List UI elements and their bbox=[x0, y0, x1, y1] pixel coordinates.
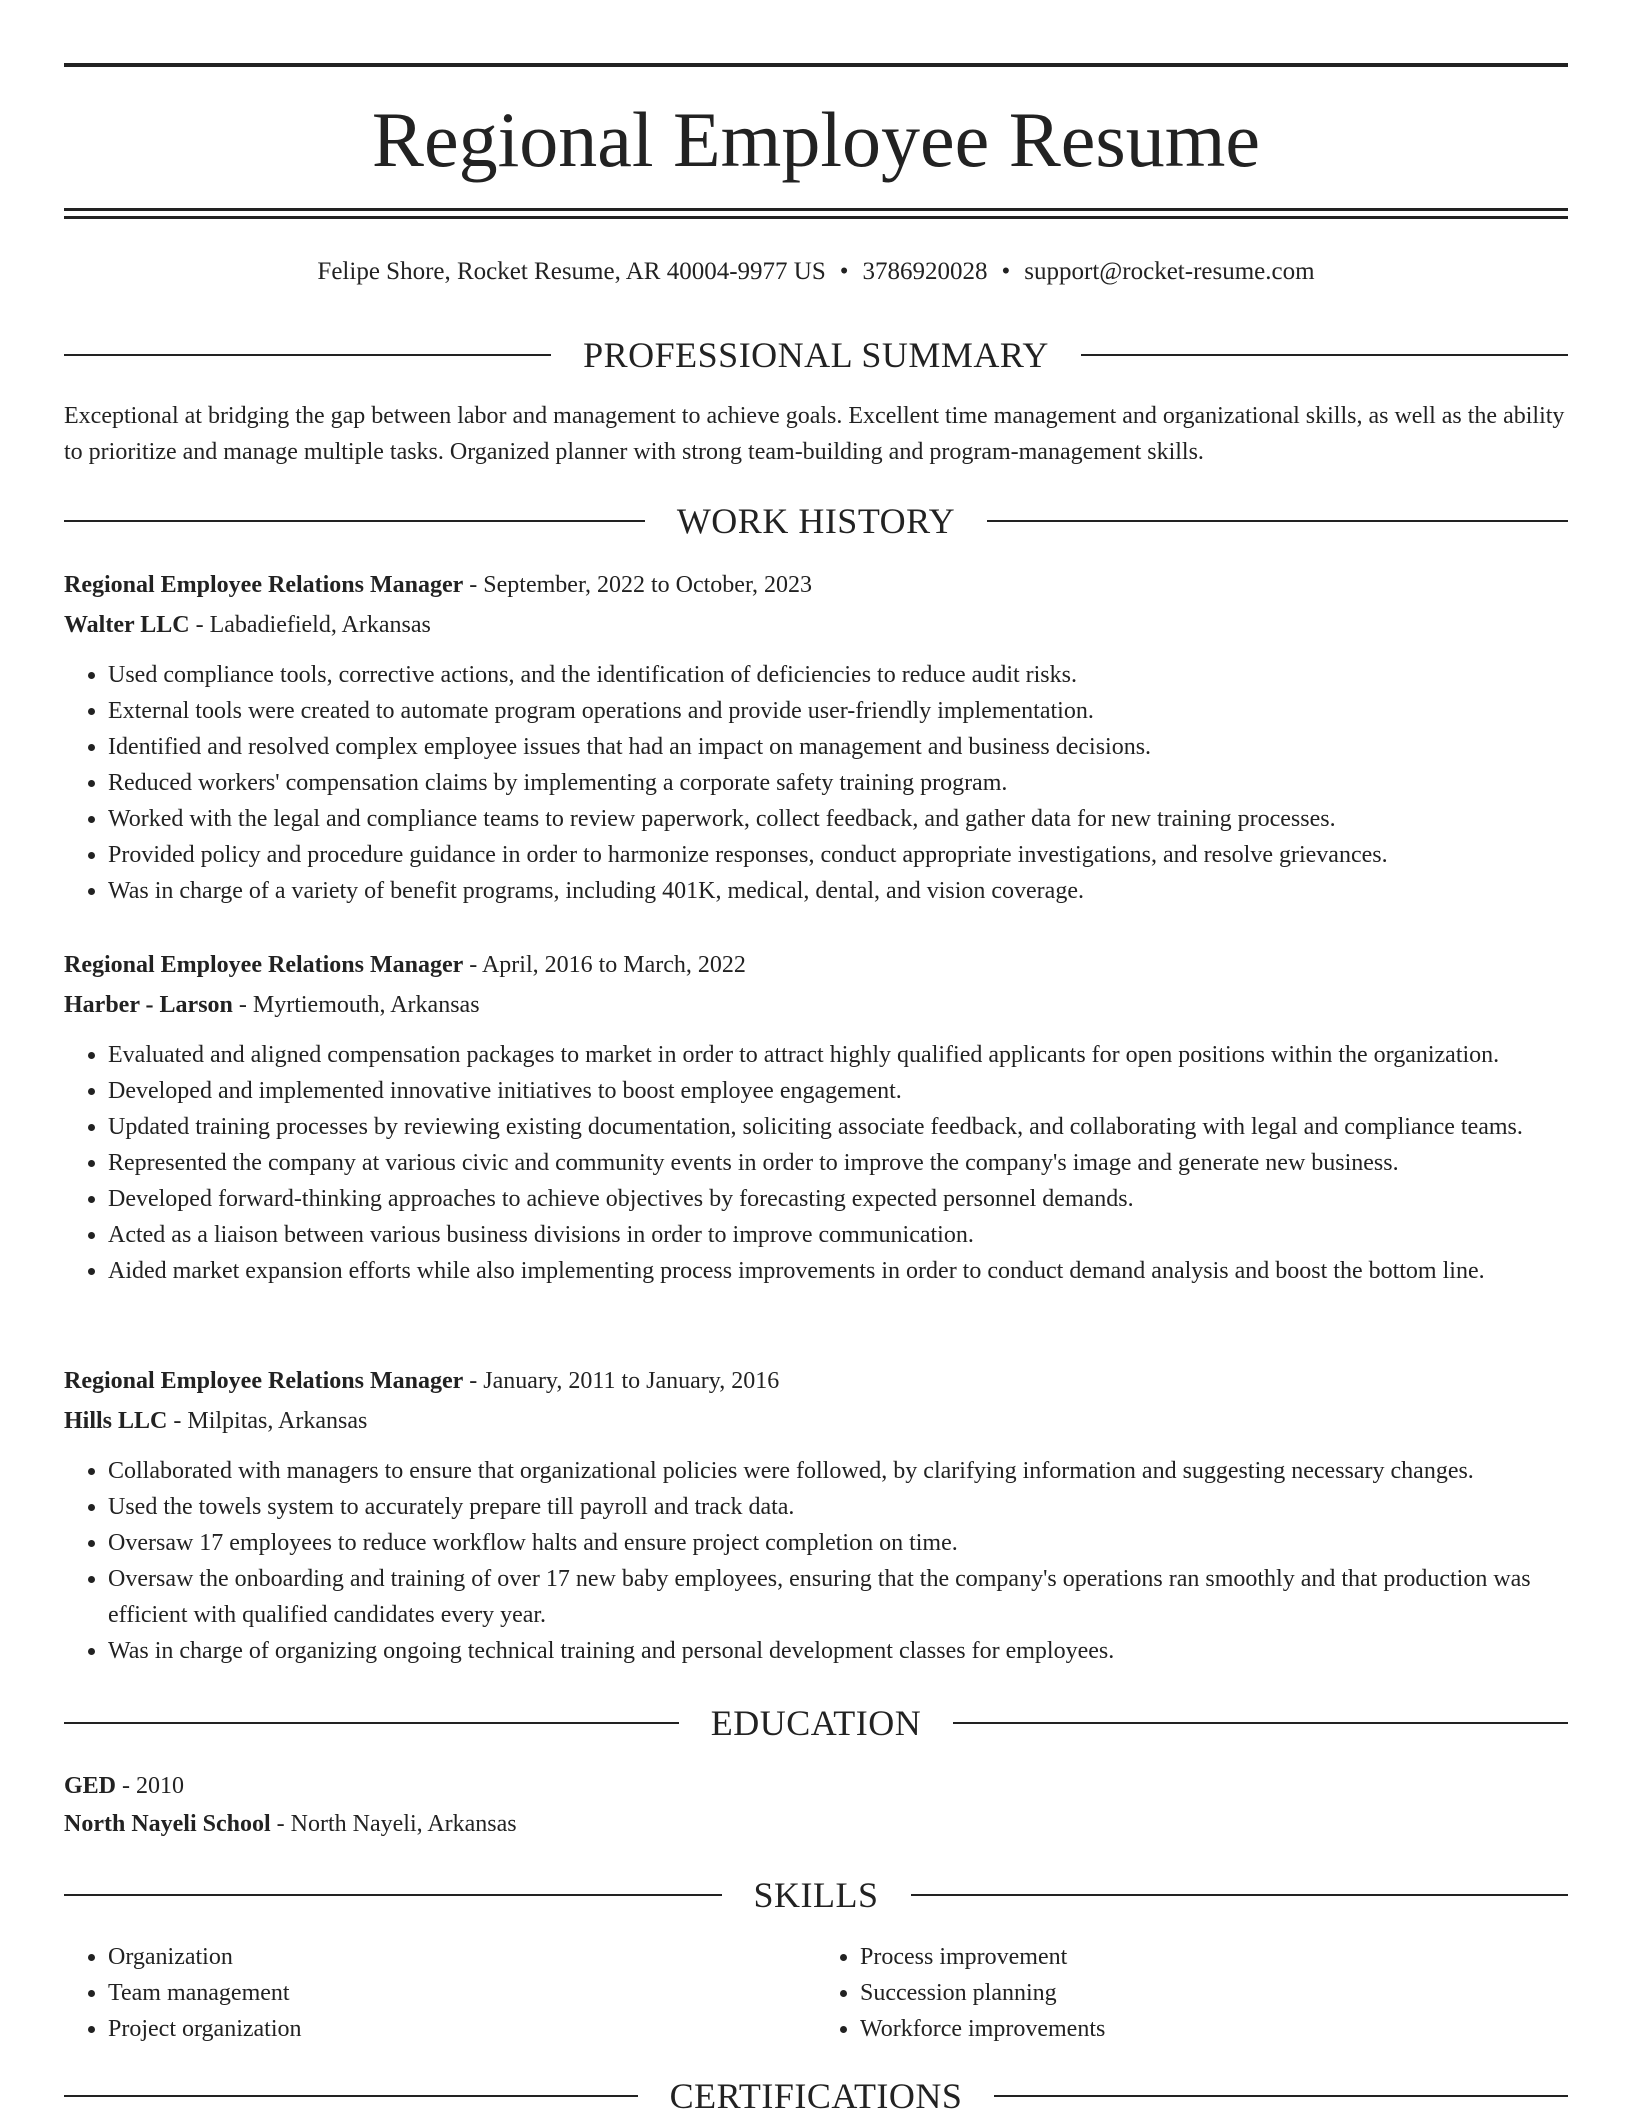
job-title: Regional Employee Relations Manager bbox=[64, 952, 464, 978]
job-bullet: • Used the towels system to accurately prepare till payroll and track data. bbox=[108, 1489, 1568, 1525]
job-bullet: • Was in charge of organizing ongoing technical training and personal development classes for employees. bbox=[108, 1633, 1568, 1669]
job-bullet: • External tools were created to automate program operations and provide user-friendly implementation. bbox=[108, 693, 1568, 729]
job-bullet: • Oversaw the onboarding and training of over 17 new baby employees, ensuring that the company's operations ran smoothly and that production was efficient with qualified candidates every year. bbox=[108, 1561, 1568, 1633]
skill-item: • Project organization bbox=[108, 2011, 816, 2047]
section-heading-label: PROFESSIONAL SUMMARY bbox=[583, 335, 1049, 375]
job-entry bbox=[64, 567, 1568, 909]
job-company-line: Walter LLC - Labadiefield, Arkansas bbox=[64, 612, 431, 638]
top-rule bbox=[64, 63, 1568, 67]
education-school: North Nayeli School bbox=[64, 1811, 271, 1837]
job-company: Walter LLC bbox=[64, 612, 190, 638]
job-bullets bbox=[64, 1453, 1568, 1669]
contact-email: support@rocket-resume.com bbox=[1024, 258, 1315, 285]
heading-rule bbox=[911, 1894, 1569, 1896]
job-bullet: • Aided market expansion efforts while also implementing process improvements in order to conduct demand analysis and boost the bottom line. bbox=[108, 1253, 1568, 1289]
job-bullet: • Collaborated with managers to ensure that organizational policies were followed, by clarifying information and suggesting necessary changes. bbox=[108, 1453, 1568, 1489]
section-heading-label: WORK HISTORY bbox=[676, 501, 956, 541]
education-year: 2010 bbox=[136, 1773, 185, 1799]
job-bullet: • Identified and resolved complex employee issues that had an impact on management and business decisions. bbox=[108, 729, 1568, 765]
contact-address: Felipe Shore, Rocket Resume, AR 40004-9977 US bbox=[317, 258, 826, 285]
job-title-line: Regional Employee Relations Manager - January, 2011 to January, 2016 bbox=[64, 1368, 780, 1394]
section-heading-certifications bbox=[64, 2076, 1568, 2116]
job-entry bbox=[64, 947, 1568, 1289]
job-dates: January, 2011 to January, 2016 bbox=[483, 1368, 780, 1394]
job-bullet: • Used compliance tools, corrective actions, and the identification of deficiencies to reduce audit risks. bbox=[108, 657, 1568, 693]
job-bullet: • Evaluated and aligned compensation packages to market in order to attract highly qualified applicants for open positions within the organization. bbox=[108, 1037, 1568, 1073]
summary-text: Exceptional at bridging the gap between labor and management to achieve goals. Excellent time management and organizational skills, as well as the ability to prioritize and manage multiple tasks. Organized planner with strong team-building and program-management skills. bbox=[64, 403, 1565, 465]
heading-rule bbox=[64, 2095, 638, 2097]
education-degree: GED bbox=[64, 1773, 117, 1799]
contact-phone: 3786920028 bbox=[862, 258, 988, 285]
job-company: Hills LLC bbox=[64, 1408, 168, 1434]
job-bullets bbox=[64, 657, 1568, 909]
title-double-rule bbox=[64, 208, 1568, 219]
section-heading-skills bbox=[64, 1875, 1568, 1915]
section-heading-work-history bbox=[64, 501, 1568, 541]
skill-item: • Organization bbox=[108, 1939, 816, 1975]
job-entry bbox=[64, 1363, 1568, 1669]
job-bullet: • Reduced workers' compensation claims by implementing a corporate safety training program. bbox=[108, 765, 1568, 801]
section-heading-label: SKILLS bbox=[753, 1875, 879, 1915]
heading-rule bbox=[953, 1722, 1568, 1724]
job-location: Labadiefield, Arkansas bbox=[209, 612, 431, 638]
job-dates: April, 2016 to March, 2022 bbox=[481, 952, 746, 978]
job-bullet: • Updated training processes by reviewing existing documentation, soliciting associate feedback, and collaborating with legal and compliance teams. bbox=[108, 1109, 1568, 1145]
job-company-line: Hills LLC - Milpitas, Arkansas bbox=[64, 1408, 368, 1434]
job-bullets bbox=[64, 1037, 1568, 1289]
contact-line bbox=[64, 254, 1568, 290]
job-dates: September, 2022 to October, 2023 bbox=[483, 572, 812, 598]
education-school-line: North Nayeli School - North Nayeli, Arkansas bbox=[64, 1811, 517, 1837]
section-heading-summary bbox=[64, 335, 1568, 375]
job-bullet: • Oversaw 17 employees to reduce workflow halts and ensure project completion on time. bbox=[108, 1525, 1568, 1561]
skill-item: • Process improvement bbox=[860, 1939, 1568, 1975]
job-title: Regional Employee Relations Manager bbox=[64, 572, 464, 598]
heading-rule bbox=[1081, 354, 1568, 356]
job-location: Milpitas, Arkansas bbox=[187, 1408, 368, 1434]
skills-column-left bbox=[64, 1939, 816, 2047]
resume-title: Regional Employee Resume bbox=[371, 96, 1261, 183]
skills-column-right bbox=[816, 1939, 1568, 2047]
heading-rule bbox=[64, 1894, 722, 1896]
job-company: Harber - Larson bbox=[64, 992, 233, 1018]
skill-item: • Team management bbox=[108, 1975, 816, 2011]
heading-rule bbox=[64, 1722, 679, 1724]
job-title: Regional Employee Relations Manager bbox=[64, 1368, 464, 1394]
contact-separator: • bbox=[1001, 258, 1011, 285]
job-company-line: Harber - Larson - Myrtiemouth, Arkansas bbox=[64, 992, 480, 1018]
contact-separator: • bbox=[839, 258, 849, 285]
job-bullet: • Provided policy and procedure guidance in order to harmonize responses, conduct appropriate investigations, and resolve grievances. bbox=[108, 837, 1568, 873]
job-bullet: • Developed forward-thinking approaches to achieve objectives by forecasting expected personnel demands. bbox=[108, 1181, 1568, 1217]
job-bullet: • Worked with the legal and compliance teams to review paperwork, collect feedback, and gather data for new training processes. bbox=[108, 801, 1568, 837]
education-entry bbox=[64, 1768, 1568, 1842]
section-heading-label: EDUCATION bbox=[710, 1703, 922, 1743]
job-bullet: • Acted as a liaison between various business divisions in order to improve communication. bbox=[108, 1217, 1568, 1253]
job-location: Myrtiemouth, Arkansas bbox=[252, 992, 480, 1018]
education-degree-line: GED - 2010 bbox=[64, 1773, 185, 1799]
skill-item: • Succession planning bbox=[860, 1975, 1568, 2011]
heading-rule bbox=[994, 2095, 1568, 2097]
section-heading-education bbox=[64, 1703, 1568, 1743]
heading-rule bbox=[987, 520, 1568, 522]
job-bullet: • Was in charge of a variety of benefit programs, including 401K, medical, dental, and vision coverage. bbox=[108, 873, 1568, 909]
job-bullet: • Developed and implemented innovative initiatives to boost employee engagement. bbox=[108, 1073, 1568, 1109]
skill-item: • Workforce improvements bbox=[860, 2011, 1568, 2047]
job-bullet: • Represented the company at various civic and community events in order to improve the company's image and generate new business. bbox=[108, 1145, 1568, 1181]
job-title-line: Regional Employee Relations Manager - April, 2016 to March, 2022 bbox=[64, 952, 746, 978]
section-heading-label: CERTIFICATIONS bbox=[669, 2076, 963, 2116]
skills-list bbox=[64, 1939, 1568, 2047]
education-location: North Nayeli, Arkansas bbox=[290, 1811, 517, 1837]
heading-rule bbox=[64, 520, 645, 522]
heading-rule bbox=[64, 354, 551, 356]
job-title-line: Regional Employee Relations Manager - September, 2022 to October, 2023 bbox=[64, 572, 812, 598]
